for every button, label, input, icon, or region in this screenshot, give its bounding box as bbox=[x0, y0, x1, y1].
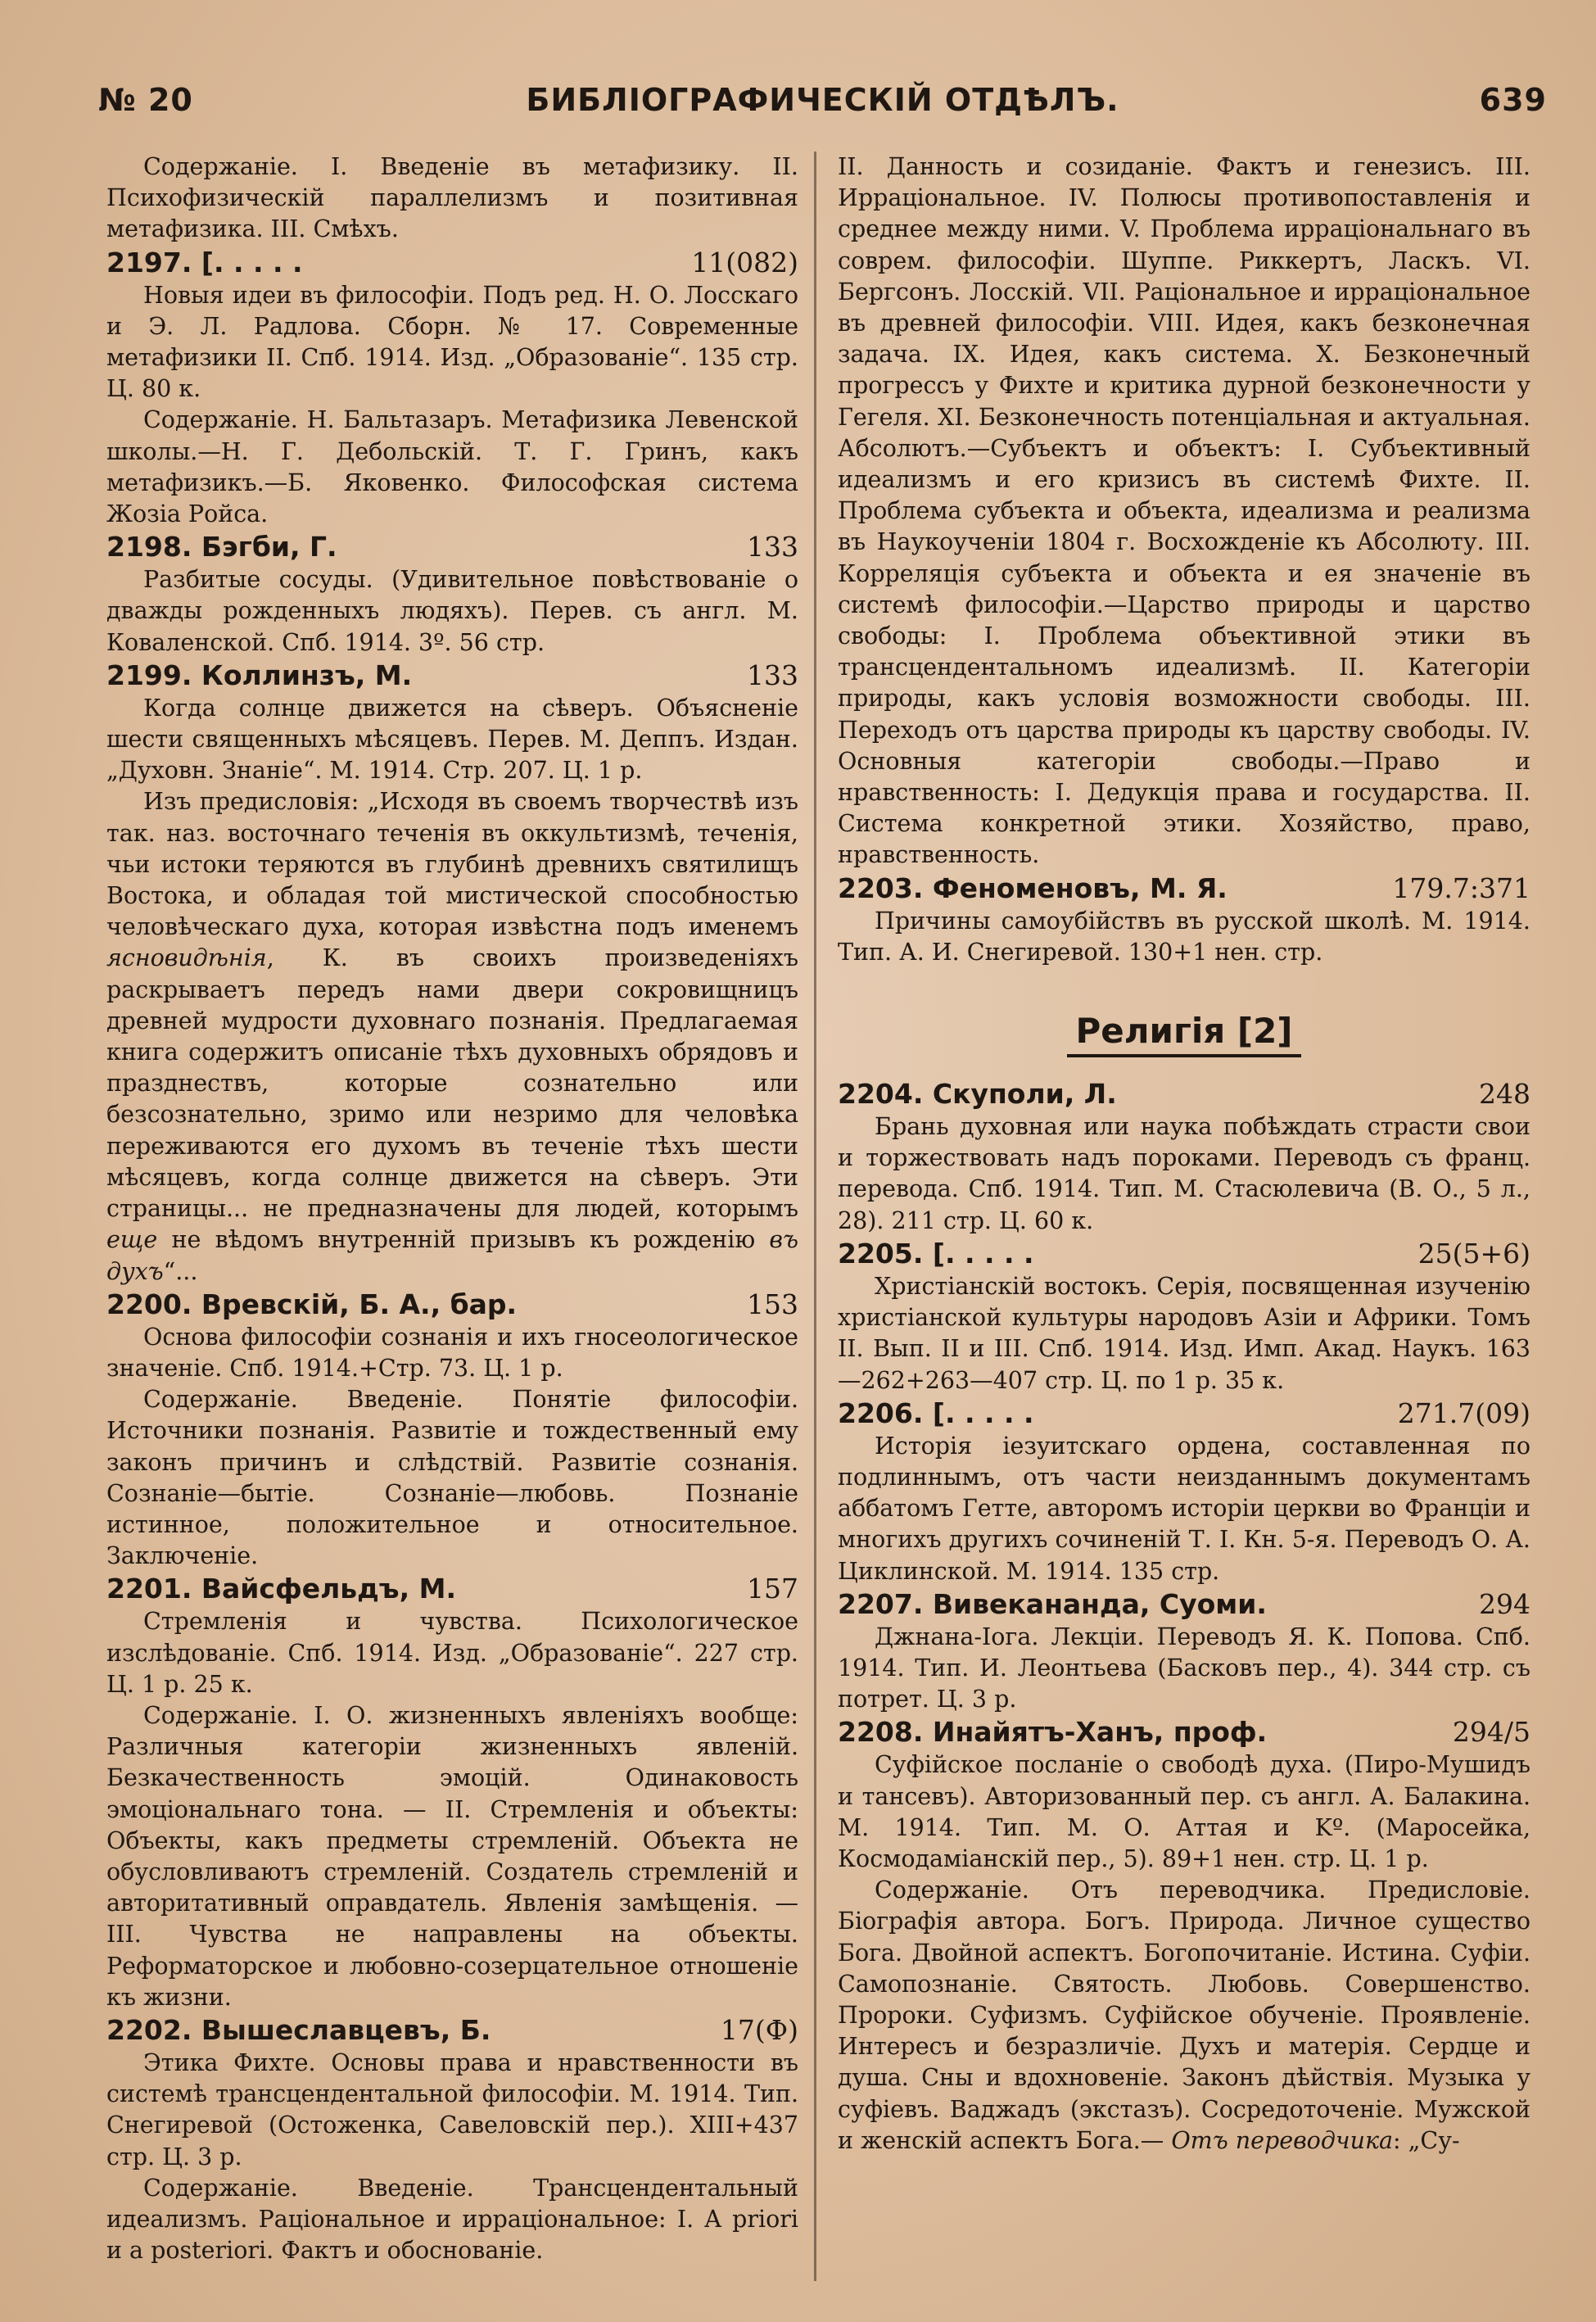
right-column bbox=[838, 152, 1530, 2157]
quote-italic: въ духъ bbox=[106, 1226, 798, 1285]
entry-description: Новыя идеи въ философіи. Подъ ред. Н. О. Лосскаго и Э. Л. Радлова. Сборн. № 17. Современные метафизики II. Спб. 1914. Изд. „Образованіе“. 135 стр. Ц. 80 к. bbox=[106, 281, 798, 403]
entry-title: 2201. Вайсфельдъ, М. bbox=[106, 1573, 456, 1605]
entry-description: Джнана-Іога. Лекціи. Переводъ Я. К. Попова. Спб. 1914. Тип. И. Леонтьева (Басковъ пер., 4). 344 стр. съ потрет. Ц. 3 р. bbox=[838, 1623, 1530, 1713]
entry-title: 2197. [. . . . . bbox=[106, 246, 303, 278]
issue-number: № 20 bbox=[98, 82, 193, 118]
entry-contents: Содержаніе. Н. Бальтазаръ. Метафизика Левенской школы.—Н. Г. Дебольскій. Т. Г. Гринъ, какъ метафизикъ.—Б. Яковенко. Философская система Жозіа Ройса. bbox=[106, 406, 798, 528]
entry-title: 2205. [. . . . . bbox=[838, 1237, 1034, 1270]
quote-text: не вѣдомъ внутренній призывъ къ рожденію bbox=[157, 1226, 770, 1254]
text-columns bbox=[106, 152, 1596, 2297]
entry-class-code: 133 bbox=[747, 531, 798, 564]
running-title: БИБЛІОГРАФИЧЕСКІЙ ОТДѢЛЪ. bbox=[526, 82, 1119, 118]
entry-description: Когда солнце движется на сѣверъ. Объясненіе шести священныхъ мѣсяцевъ. Перев. М. Деппъ. Издан. „Духовн. Знаніе“. М. 1914. Стр. 207. Ц. 1 р. bbox=[106, 694, 798, 785]
entry-contents: Содержаніе. I. О. жизненныхъ явленіяхъ вообще: Различныя категоріи жизненныхъ явленій. Безкачественность эмоцій. Одинаковость эмоціональнаго тона. — II. Стремленія и объекты: Объекты, какъ предметы стремленій. Объекта не обусловливаютъ стремленій. Создатель стремленій и авторитативный оправдатель. Явленія замѣщенія. — III. Чувства не направлены на объекты. Реформаторское и любовно-созерцательное отношеніе къ жизни. bbox=[106, 1701, 798, 2011]
entry-description: Христіанскій востокъ. Серія, посвященная изученію христіанской культуры народовъ Азіи и Африки. Томъ II. Вып. II и III. Спб. 1914. Изд. Имп. Акад. Наукъ. 163—262+263—407 стр. Ц. по 1 р. 35 к. bbox=[838, 1272, 1530, 1394]
entry-heading-2200 bbox=[106, 1288, 798, 1322]
entry-contents: Содержаніе. Введеніе. Понятіе философіи. Источники познанія. Развитіе и тождественный ему законъ причинъ и слѣдствій. Развитіе сознанія. Сознаніе—бытіе. Сознаніе—любовь. Познаніе истинное, положительное и относительное. Заключеніе. bbox=[106, 1386, 798, 1570]
entry-heading-2198 bbox=[106, 530, 798, 564]
entry-heading-2204 bbox=[838, 1077, 1530, 1111]
entry-description: Разбитые сосуды. (Удивительное повѣствованіе о дважды рожденныхъ людяхъ). Перев. съ англ. М. Коваленской. Спб. 1914. 3º. 56 стр. bbox=[106, 566, 798, 656]
entry-heading-2201 bbox=[106, 1572, 798, 1606]
entry-heading-2199 bbox=[106, 659, 798, 693]
entry-title: 2208. Инайятъ-Ханъ, проф. bbox=[838, 1716, 1268, 1749]
entry-heading-2206 bbox=[838, 1396, 1530, 1431]
page-header bbox=[98, 82, 1547, 131]
entry-contents: Содержаніе. Введеніе. Трансцендентальный идеализмъ. Раціональное и ирраціональное: I. A priori и a posteriori. Фактъ и обоснованіе. bbox=[106, 2174, 798, 2265]
entry-heading-2202 bbox=[106, 2013, 798, 2048]
contents-italic: Отъ переводчика bbox=[1171, 2126, 1393, 2154]
quote-text: “... bbox=[163, 1257, 198, 1285]
entry-description: Исторія іезуитскаго ордена, составленная по подлиннымъ, отъ части неизданнымъ документамъ аббатомъ Гетте, авторомъ исторіи церкви во Франціи и многихъ другихъ сочиненій Т. I. Кн. 5-я. Переводъ О. А. Циклинской. М. 1914. 135 стр. bbox=[838, 1432, 1530, 1585]
quote-italic: ясновидѣнія bbox=[106, 944, 267, 972]
entry-description: Стремленія и чувства. Психологическое изслѣдованіе. Спб. 1914. Изд. „Образованіе“. 227 стр. Ц. 1 р. 25 к. bbox=[106, 1608, 798, 1698]
left-column bbox=[106, 152, 798, 2266]
entry-description: Брань духовная или наука побѣждать страсти свои и торжествовать надъ пороками. Переводъ съ франц. перевода. Спб. 1914. Тип. М. Стасюлевича (В. О., 5 л., 28). 211 стр. Ц. 60 к. bbox=[838, 1113, 1530, 1234]
entry-class-code: 153 bbox=[747, 1288, 798, 1320]
entry-contents bbox=[838, 1875, 1530, 2157]
entry-title: 2200. Вревскій, Б. А., бар. bbox=[106, 1288, 518, 1320]
entry-class-code: 179.7:371 bbox=[1392, 871, 1530, 904]
entry-class-code: 133 bbox=[747, 659, 798, 691]
entry-heading-2207 bbox=[838, 1587, 1530, 1622]
entry-class-code: 271.7(09) bbox=[1397, 1396, 1530, 1429]
quote-text: Изъ предисловія: „Исходя въ своемъ творчествѣ изъ так. наз. восточнаго теченія въ оккультизмѣ, теченія, чьи истоки теряются въ глубинѣ древнихъ святилищъ Востока, и обладая той мистической способностью человѣческаго духа, которая извѣстна подъ именемъ bbox=[106, 788, 798, 941]
entry-heading-2203 bbox=[838, 871, 1530, 906]
section-title-text: Религія [2] bbox=[1067, 1011, 1300, 1057]
entry-title: 2204. Скуполи, Л. bbox=[838, 1078, 1117, 1111]
entry-description: Основа философіи сознанія и ихъ гносеологическое значеніе. Спб. 1914.+Стр. 73. Ц. 1 р. bbox=[106, 1323, 798, 1382]
section-heading bbox=[838, 1011, 1530, 1057]
page-number: 639 bbox=[1479, 82, 1547, 118]
entry-class-code: 17(Ф) bbox=[720, 2013, 798, 2046]
entry-class-code: 157 bbox=[747, 1573, 798, 1605]
entry-description: Причины самоубійствъ въ русской школѣ. М. 1914. Тип. А. И. Снегиревой. 130+1 нен. стр. bbox=[838, 907, 1530, 966]
entry-contents-continued: II. Данность и созиданіе. Фактъ и генезисъ. III. Ирраціональное. IV. Полюсы противопоставленія и среднее между ними. V. Проблема ирраціональнаго въ соврем. философіи. Шуппе. Риккертъ, Ласкъ. VI. Бергсонъ. Лосскій. VII. Раціональное и ирраціональное въ древней философіи. VIII. Идея, какъ безконечная задача. IX. Идея, какъ система. X. Безконечный прогрессъ у Фихте и критика дурной безконечности у Гегеля. XI. Безконечность потенціальная и актуальная. Абсолютъ.—Субъектъ и объектъ: I. Субъективный идеализмъ и его кризисъ въ системѣ Фихте. II. Проблема субъекта и объекта, идеализма и реализма въ Наукоученіи 1804 г. Восхожденіе къ Абсолюту. III. Корреляція субъекта и объекта и ея значеніе въ системѣ философіи.—Царство природы и царство свободы: I. Проблема объективной этики въ трансцендентальномъ идеализмѣ. II. Категоріи природы, какъ условія возможности свободы. III. Переходъ отъ царства природы къ царству свободы. IV. Основныя категоріи свободы.—Право и нравственность: I. Дедукція права и государства. II. Система конкретной этики. Хозяйство, право, нравственность. bbox=[838, 153, 1530, 869]
column-divider bbox=[814, 152, 816, 2281]
entry-title: 2207. Вивекананда, Суоми. bbox=[838, 1587, 1267, 1620]
quote-text: , К. въ своихъ произведеніяхъ раскрываетъ передъ нами двери сокровищницъ древней мудрости духовнаго познанія. Предлагаемая книга содержитъ описаніе тѣхъ духовныхъ обрядовъ и празднествъ, которые сознательно или безсознательно, зримо или незримо для человѣка переживаются его духомъ въ теченіе тѣхъ шести мѣсяцевъ, когда солнце движется на сѣверъ. Эти страницы... не предназначены для людей, которымъ bbox=[106, 944, 798, 1223]
entry-title: 2206. [. . . . . bbox=[838, 1396, 1034, 1429]
entry-class-code: 11(082) bbox=[691, 246, 798, 278]
entry-class-code: 294/5 bbox=[1452, 1716, 1530, 1749]
entry-title: 2203. Феноменовъ, М. Я. bbox=[838, 871, 1228, 904]
entry-heading-2208 bbox=[838, 1715, 1530, 1749]
entry-contents: Содержаніе. I. Введеніе въ метафизику. II. Психофизическій параллелизмъ и позитивная метафизика. III. Смѣхъ. bbox=[106, 153, 798, 243]
contents-text: Содержаніе. Отъ переводчика. Предисловіе. Біографія автора. Богъ. Природа. Личное существо Бога. Двойной аспектъ. Богопочитаніе. Истина. Суфіи. Самопознаніе. Святость. Любовь. Совершенство. Пророки. Суфизмъ. Суфійское обученіе. Проявленіе. Интересъ и безразличіе. Духъ и матерія. Сердце и душа. Сны и вдохновеніе. Законъ дѣйствія. Музыка у суфіевъ. Ваджадъ (экстазъ). Сосредоточеніе. Мужской и женскій аспектъ Бога.— bbox=[838, 1876, 1530, 2154]
entry-title: 2199. Коллинзъ, М. bbox=[106, 659, 413, 691]
entry-heading-2205 bbox=[838, 1237, 1530, 1271]
entry-description: Суфійское посланіе о свободѣ духа. (Пиро-Мушидъ и тансевъ). Авторизованный пер. съ англ. А. Балакина. М. 1914. Тип. М. О. Аттая и Kº. (Маросейка, Космодаміанскій пер., 5). 89+1 нен. стр. Ц. 1 р. bbox=[838, 1751, 1530, 1872]
entry-class-code: 25(5+6) bbox=[1417, 1237, 1530, 1270]
entry-description: Этика Фихте. Основы права и нравственности въ системѣ трансцендентальной философіи. М. 1914. Тип. Снегиревой (Остоженка, Савеловскій пер.). XIII+437 стр. Ц. 3 р. bbox=[106, 2048, 798, 2170]
quote-italic: еще bbox=[106, 1226, 158, 1254]
entry-class-code: 248 bbox=[1479, 1078, 1530, 1111]
entry-preface-quote bbox=[106, 786, 798, 1287]
contents-text: : „Су- bbox=[1393, 2126, 1460, 2154]
entry-title: 2198. Бэгби, Г. bbox=[106, 531, 337, 564]
entry-class-code: 294 bbox=[1479, 1587, 1530, 1620]
entry-heading-2197 bbox=[106, 246, 798, 280]
entry-title: 2202. Вышеславцевъ, Б. bbox=[106, 2013, 491, 2046]
